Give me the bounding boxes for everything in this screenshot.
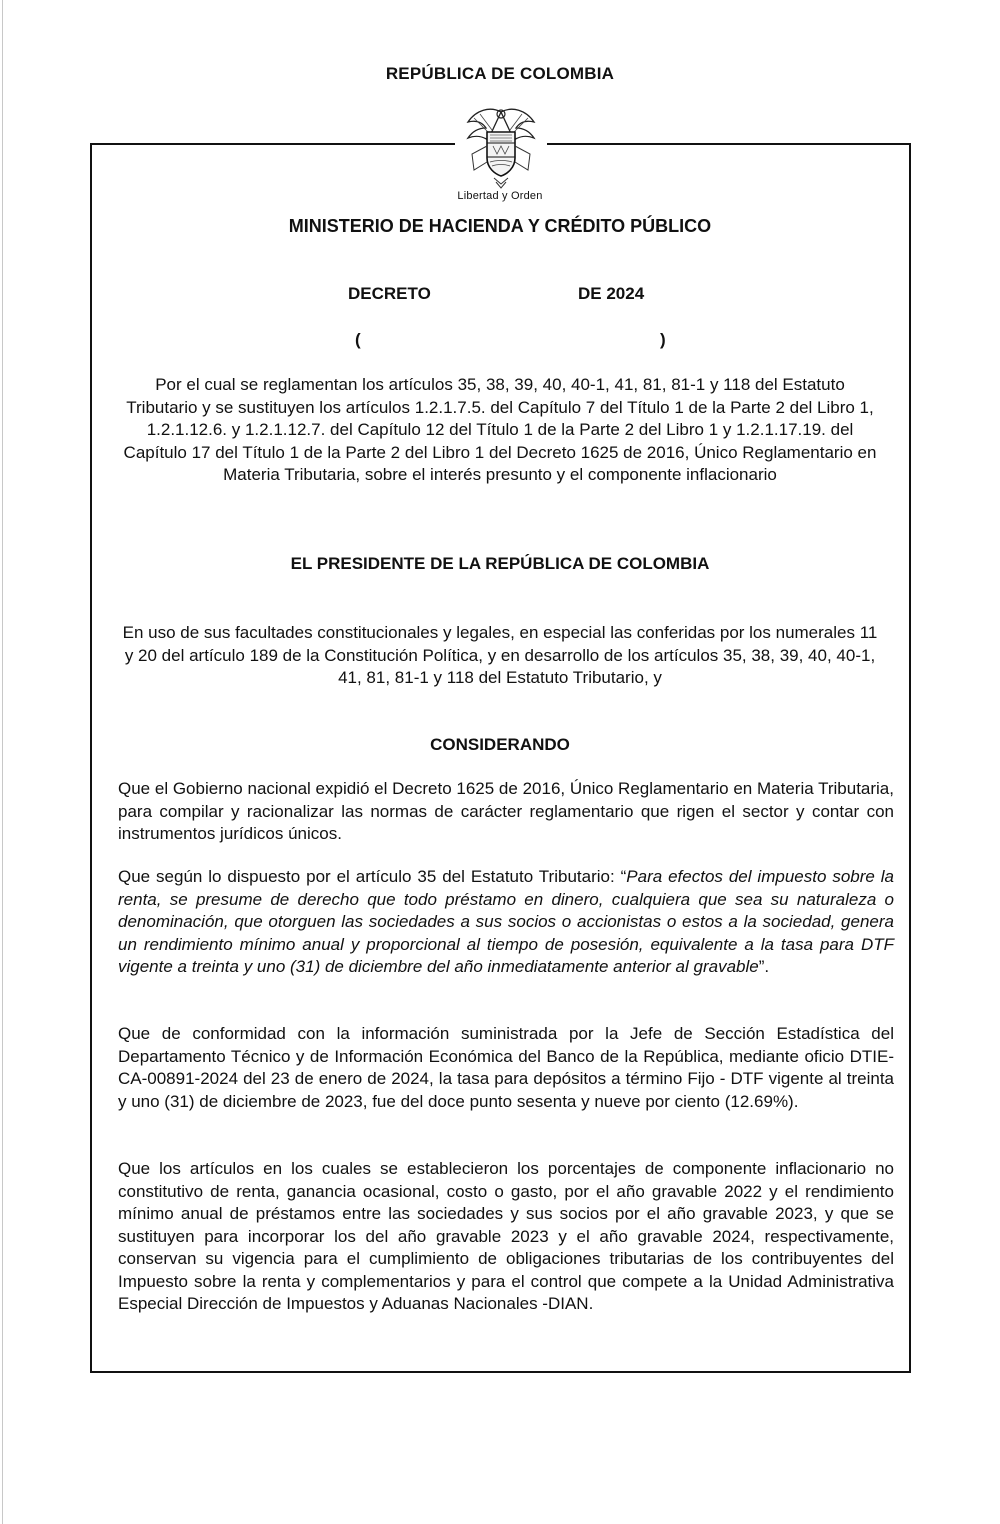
decree-number-open: ( bbox=[355, 330, 361, 349]
decree-epigraph: Por el cual se reglamentan los artículos 35, 38, 39, 40, 40-1, 41, 81, 81-1 y 118 del Estatuto Tributario y se sustituyen los artículos 1.2.1.7.5. del Capítulo 7 del Título 1 de la Parte 2 del Libro 1, 1.2.1.12.6. y 1.2.1.12.7. del Capítulo 12 del Título 1 de la Parte 2 del Libro 1 y 1.2.1.17.19. del Capítulo 17 del Título 1 de la Parte 2 del Libro 1 del Decreto 1625 de 2016, Único Reglamentario en Materia Tributaria, sobre el interés presunto y el componente inflacionario bbox=[123, 375, 877, 484]
motto: Libertad y Orden bbox=[457, 190, 543, 202]
ministry-heading: MINISTERIO DE HACIENDA Y CRÉDITO PÚBLICO bbox=[288, 216, 712, 236]
paragraph-2-end: ”. bbox=[758, 957, 770, 976]
country-heading: REPÚBLICA DE COLOMBIA bbox=[385, 64, 615, 83]
considerando-paragraph-3: Que de conformidad con la información suministrada por la Jefe de Sección Estadística del Departamento Técnico y de Información Económica del Banco de la República, mediante oficio DTIE-CA-00891-2024 del 23 de enero de 2024, la tasa para depósitos a término Fijo - DTF vigente al treinta y uno (31) de diciembre de 2023, fue del doce punto sesenta y nueve por ciento (12.69%). bbox=[118, 1024, 894, 1111]
considerando-paragraph-2 bbox=[118, 866, 894, 979]
decree-number-close: ) bbox=[660, 330, 666, 349]
considerando-paragraph-4: Que los artículos en los cuales se establecieron los porcentajes de componente inflacionario no constitutivo de renta, ganancia ocasional, costo o gasto, por el año gravable 2022 y el rendimiento mínimo anual de préstamos entre las sociedades y sus socios por el año gravable 2023, y que se sustituyen para incorporar los del año gravable 2023 y el año gravable 2024, respectivamente, conservan su vigencia para el cumplimiento de obligaciones tributarias de los contribuyentes del Impuesto sobre la renta y complementarios y para el control que compete a la Unidad Administrativa Especial Dirección de Impuestos y Aduanas Nacionales -DIAN. bbox=[118, 1159, 894, 1313]
considerando-paragraph-1: Que el Gobierno nacional expidió el Decreto 1625 de 2016, Único Reglamentario en Materia Tributaria, para compilar y racionalizar las normas de carácter reglamentario que rigen el sector y contar con instrumentos jurídicos únicos. bbox=[118, 779, 894, 843]
decree-year: DE 2024 bbox=[578, 284, 645, 303]
considerando-heading: CONSIDERANDO bbox=[430, 735, 570, 754]
decree-label: DECRETO bbox=[348, 284, 431, 303]
powers-paragraph: En uso de sus facultades constitucionales y legales, en especial las conferidas por los numerales 11 y 20 del artículo 189 de la Constitución Política, y en desarrollo de los artículos 35, 38, 39, 40, 40-1, 41, 81, 81-1 y 118 del Estatuto Tributario, y bbox=[122, 623, 878, 687]
president-heading: EL PRESIDENTE DE LA REPÚBLICA DE COLOMBIA bbox=[290, 554, 710, 573]
paragraph-2-intro: Que según lo dispuesto por el artículo 35 del Estatuto Tributario: “ bbox=[118, 867, 627, 886]
coat-of-arms-icon bbox=[460, 102, 542, 198]
paragraph-2-quote: Para efectos del impuesto sobre la renta, se presume de derecho que todo préstamo en dinero, cualquiera que sea su naturaleza o denominación, que otorguen las sociedades a sus socios o accionistas o estos a la sociedad, genera un rendimiento mínimo anual y proporcional al tiempo de posesión, equivalente a la tasa para DTF vigente a treinta y uno (31) de diciembre del año inmediatamente anterior al gravable bbox=[118, 867, 894, 976]
